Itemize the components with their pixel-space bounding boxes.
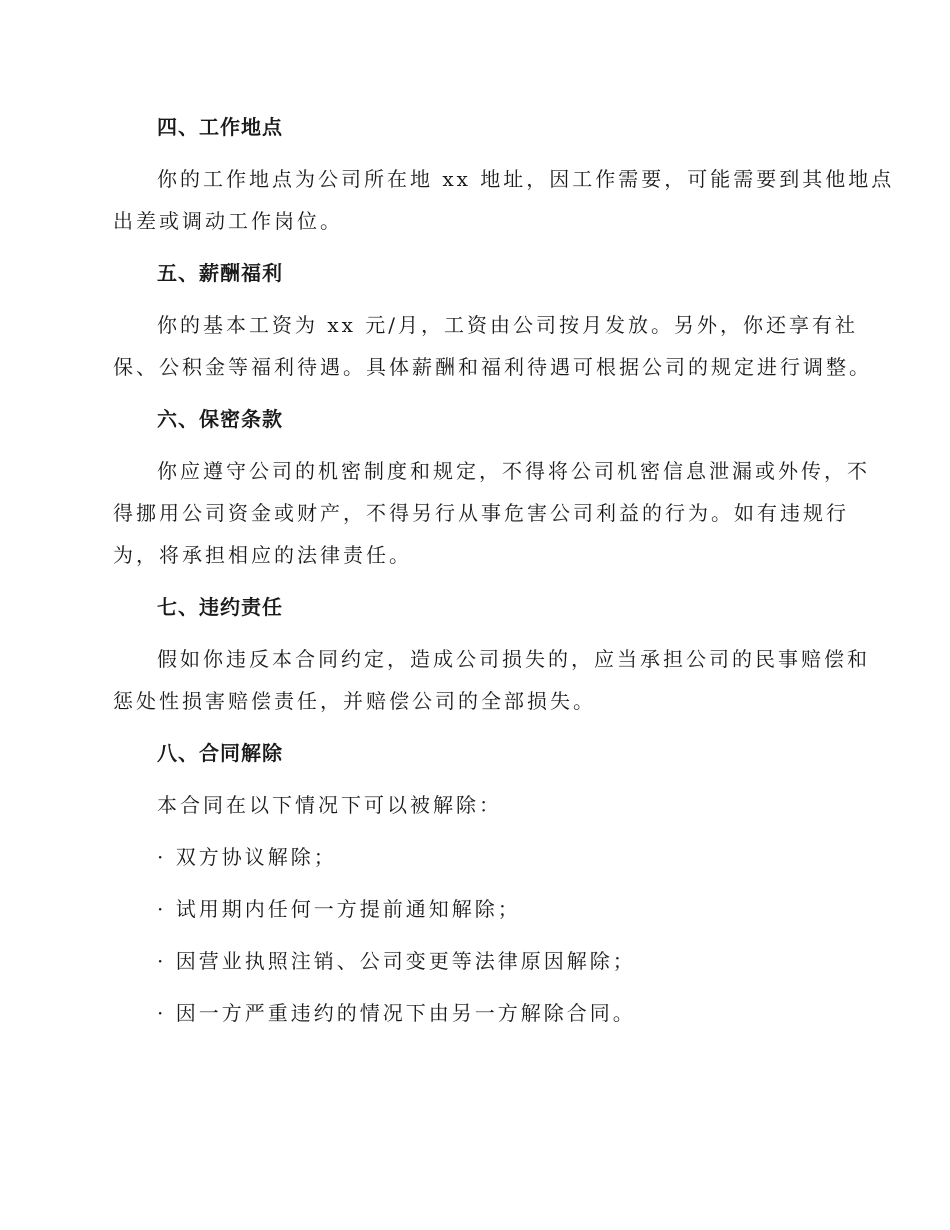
section-heading-compensation: 五、薪酬福利 [157, 261, 283, 285]
list-item: · 因一方严重违约的情况下由另一方解除合同。 [157, 1001, 636, 1025]
paragraph-line: 惩处性损害赔偿责任，并赔偿公司的全部损失。 [113, 689, 596, 713]
section-heading-contract-termination: 八、合同解除 [157, 741, 283, 765]
paragraph-line: 保、公积金等福利待遇。具体薪酬和福利待遇可根据公司的规定进行调整。 [113, 355, 872, 379]
paragraph-line: 为，将承担相应的法律责任。 [113, 543, 412, 567]
paragraph-line: 你应遵守公司的机密制度和规定，不得将公司机密信息泄漏或外传，不 [157, 459, 870, 483]
paragraph-line: 你的工作地点为公司所在地 xx 地址，因工作需要，可能需要到其他地点 [157, 167, 895, 191]
section-heading-breach-liability: 七、违约责任 [157, 595, 283, 619]
list-item: · 试用期内任何一方提前通知解除； [157, 897, 521, 921]
paragraph-line: 得挪用公司资金或财产，不得另行从事危害公司利益的行为。如有违规行 [113, 501, 849, 525]
section-heading-work-location: 四、工作地点 [157, 115, 283, 139]
paragraph-line: 出差或调动工作岗位。 [113, 209, 343, 233]
paragraph-line: 假如你违反本合同约定，造成公司损失的，应当承担公司的民事赔偿和 [157, 647, 870, 671]
paragraph-intro: 本合同在以下情况下可以被解除： [157, 793, 502, 817]
list-item: · 双方协议解除； [157, 845, 337, 869]
list-item: · 因营业执照注销、公司变更等法律原因解除； [157, 949, 636, 973]
section-heading-confidentiality: 六、保密条款 [157, 407, 283, 431]
paragraph-line: 你的基本工资为 xx 元/月，工资由公司按月发放。另外，你还享有社 [157, 313, 859, 337]
